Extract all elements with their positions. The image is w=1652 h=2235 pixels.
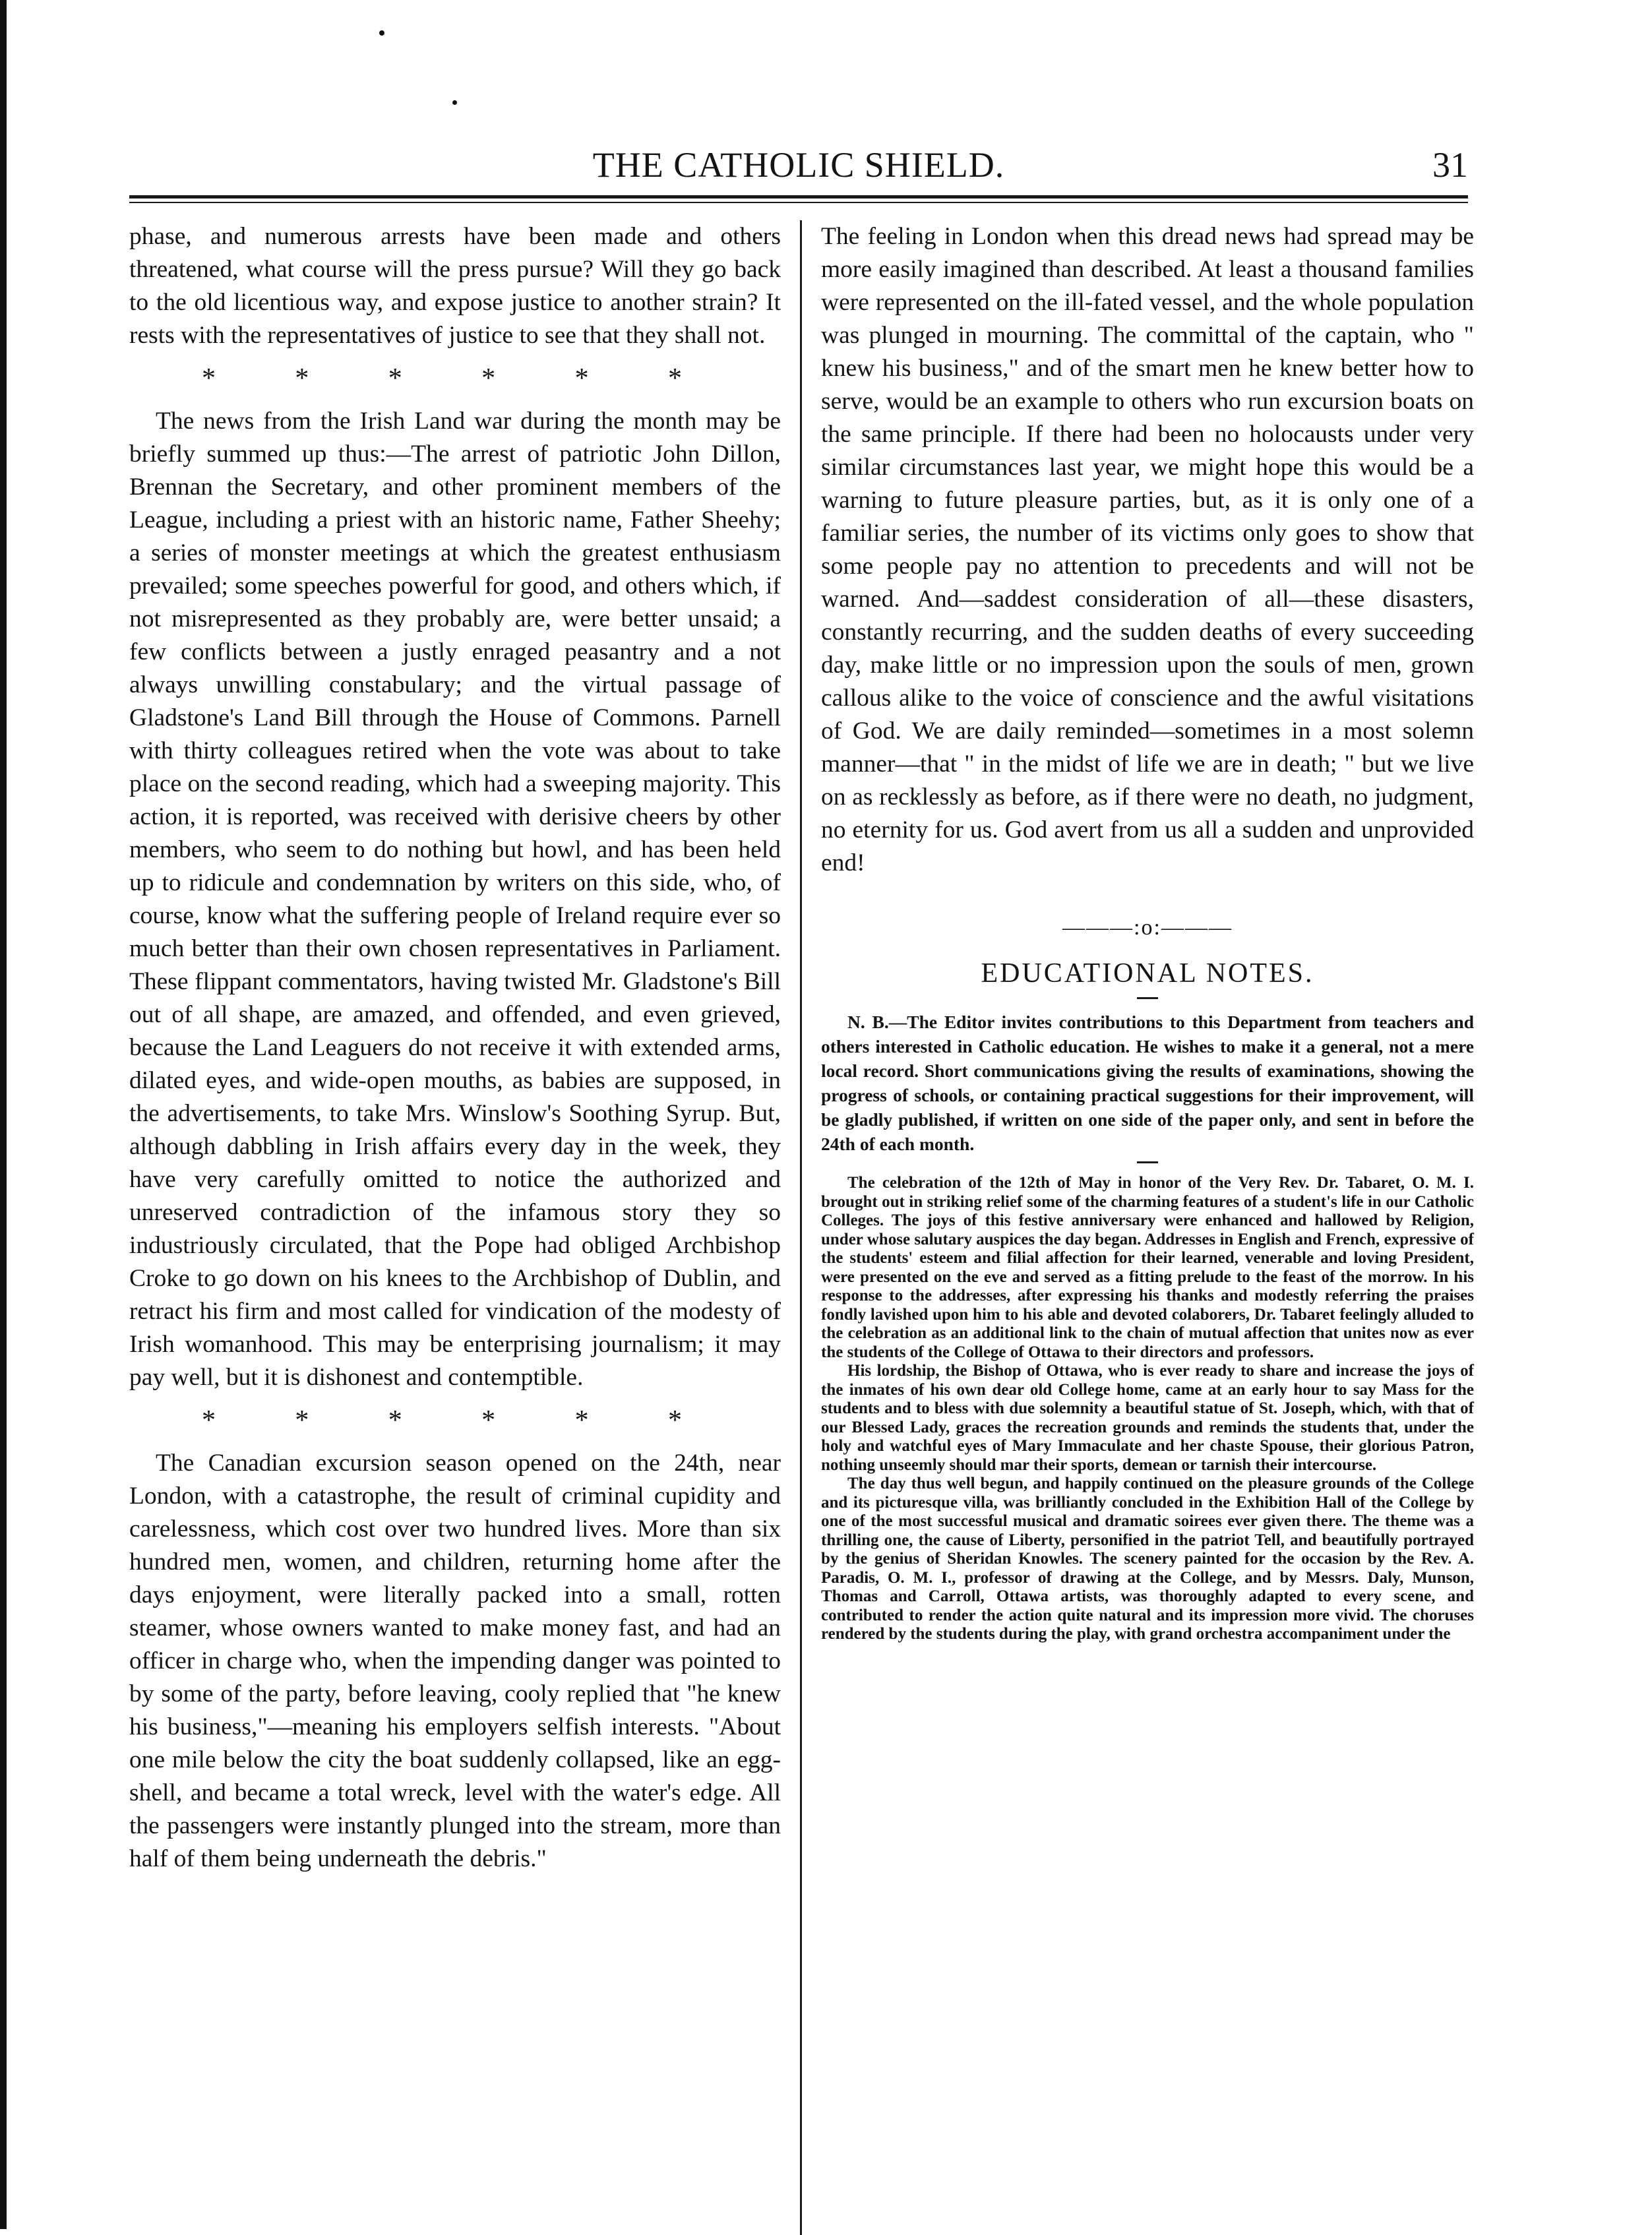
section-title: EDUCATIONAL NOTES. [981, 958, 1314, 989]
paragraph-london-mourning: The feeling in London when this dread news had spread may be more easily imagined than described. At least a thousand families were represented on the ill-fated vessel, and the whole population was plunged in mourning. The committal of the captain, who " knew his business," and of the smart men he knew better how to serve, would be an example to others who run excursion boats on the same principle. If there had been no holocausts under very similar circumstances last year, we might hope this would be a warning to future pleasure parties, but, as it is only one of a familiar series, the number of its victims only goes to show that some people pay no attention to precedents and will not be warned. And—saddest consideration of all—these disasters, constantly recurring, and the sudden deaths of every succeeding day, make little or no impression upon the souls of men, grown callous alike to the voice of conscience and the awful visitations of God. We are daily reminded—sometimes in a most solemn manner—that " in the midst of life we are in death; " but we live on as recklessly as before, as if there were no death, no judgment, no eternity for us. God avert from us all a sudden and unprovided end! [821, 223, 1474, 876]
header-rule-thick [129, 195, 1468, 199]
page-spine-edge [0, 0, 7, 2229]
paragraph-excursion-catastrophe: The Canadian excursion season opened on the 24th, near London, with a catastrophe, the result of criminal cupidity and carelessness, which cost over two hundred lives. More than six hundred men, women, and children, returning home after the days enjoyment, were literally packed into a small, rotten steamer, whose owners wanted to make money fast, and had an officer in charge who, when the impending danger was pointed to by some of the party, before leaving, cooly replied that "he knew his business,"—meaning his employers selfish interests. "About one mile below the city the boat suddenly collapsed, like an egg-shell, and became a total wreck, level with the water's edge. All the passengers were instantly plunged into the stream, more than half of them being underneath the debris." [129, 1450, 781, 1872]
page-number: 31 [1432, 145, 1468, 185]
star: * [481, 363, 496, 394]
publication-title: THE CATHOLIC SHIELD. [592, 145, 1005, 185]
paragraph-exhibition-hall: The day thus well begun, and happily continued on the pleasure grounds of the College and its picturesque villa, was brilliantly concluded in the Exhibition Hall of the College by one of the most successful musical and dramatic soirees ever given there. The theme was a thrilling one, the cause of Liberty, personified in the patriot Tell, and beautifully portrayed by the genius of Sheridan Knowles. The scenery painted for the occasion by the Rev. A. Paradis, O. M. I., professor of drawing at the College, and by Messrs. Daly, Munson, Thomas and Carroll, Ottawa artists, was thoroughly adapted to every scene, and contributed to render the action quite natural and its impression more vivid. The choruses rendered by the students during the play, with grand orchestra accompaniment under the [821, 1475, 1474, 1643]
paragraph-irish-land-war: The news from the Irish Land war during the month may be briefly summed up thus:—The arrest of patriotic John Dillon, Brennan the Secretary, and other prominent members of the League, including a priest with an historic name, Father Sheehy; a series of monster meetings at which the greatest enthusiasm prevailed; some speeches powerful for good, and others which, if not misrepresented as they probably are, were better unsaid; a few conflicts between a justly enraged peasantry and a not always unwilling constabulary; and the virtual passage of Gladstone's Land Bill through the House of Commons. Parnell with thirty colleagues retired when the vote was about to take place on the second reading, which had a sweeping majority. This action, it is reported, was received with derisive cheers by other members, who seem to do nothing but howl, and has been held up to ridicule and condemnation by writers on this side, who, of course, know what the suffering people of Ireland require ever so much better than their own chosen representatives in Parliament. These flippant commentators, having twisted Mr. Gladstone's Bill out of all shape, are amazed, and offended, and even grieved, because the Land Leaguers do not receive it with extended arms, dilated eyes, and wide-open mouths, as babies are supposed, in the advertisements, to take Mrs. Winslow's Soothing Syrup. But, although dabbling in Irish affairs every day in the week, they have very carefully omitted to notice the authorized and unreserved contradiction of the infamous story they so industriously circulated, that the Pope had obliged Archbishop Croke to go down on his knees to the Archbishop of Dublin, and retract his firm and most called for vindication of the modesty of Irish womanhood. This may be enterprising journalism; it may pay well, but it is dishonest and contemptible. [129, 408, 781, 1391]
star: * [202, 363, 216, 394]
paragraph-bishop-visit: His lordship, the Bishop of Ottawa, who is ever ready to share and increase the joys of the inmates of his own dear old College home, came at an early hour to say Mass for the students and to bless with due solemnity a beautiful statue of St. Joseph, which, with that of our Blessed Lady, graces the recreation grounds and reminds the students that, under the holy and watchful eyes of Mary Immaculate and her chaste Spouse, their glorious Patron, nothing unseemly should mar their sports, demean or tarnish their intercourse. [821, 1362, 1474, 1474]
star: * [295, 1405, 309, 1436]
star: * [388, 1405, 402, 1436]
paragraph-press-arrests: phase, and numerous arrests have been made and others threatened, what course will the press pursue? Will they go back to the old licentious way, and expose justice to another strain? It rests with the representatives of justice to see that they shall not. [129, 223, 781, 349]
star: * [295, 363, 309, 394]
star: * [667, 363, 682, 394]
ink-speck [379, 30, 384, 36]
star: * [481, 1405, 496, 1436]
editor-note: N. B.—The Editor invites contributions to this Department from teachers and others interested in Catholic education. He wishes to make it a general, not a mere local record. Short communications giving the results of examinations, showing the progress of schools, or containing practical suggestions for their improvement, will be gladly published, if written on one side of the paper only, and sent in before the 24th of each month. [821, 1012, 1474, 1154]
page-header [129, 138, 1468, 191]
header-rule-thin [129, 202, 1468, 203]
star: * [388, 363, 402, 394]
heading-dash [1137, 997, 1158, 999]
paragraph-tabaret-celebration: The celebration of the 12th of May in honor of the Very Rev. Dr. Tabaret, O. M. I. brought out in striking relief some of the charming features of a student's life in our Catholic Colleges. The joys of this festive anniversary were enhanced and hallowed by Religion, under whose salutary auspices the day began. Addresses in English and French, expressive of the students' esteem and filial affection for their learned, venerable and loving President, were presented on the eve and served as a fitting prelude to the feast of the morrow. In his response to the addresses, after expressing his thanks and modestly referring the praises fondly lavished upon him to his able and devoted colaborers, Dr. Tabaret feelingly alluded to the celebration as an additional link to the chain of mutual affection that unites now as ever the students of the College of Ottawa to their directors and professors. [821, 1174, 1474, 1361]
left-column [129, 220, 781, 1876]
section-stars [129, 1403, 781, 1438]
right-column [821, 220, 1474, 1644]
star: * [202, 1405, 216, 1436]
section-separator: ———:o:——— [1062, 915, 1233, 940]
section-stars [129, 361, 781, 396]
note-dash [1137, 1161, 1158, 1163]
star: * [574, 1405, 589, 1436]
star: * [574, 363, 589, 394]
column-divider [800, 220, 802, 2235]
ink-speck [452, 100, 457, 105]
star: * [667, 1405, 682, 1436]
